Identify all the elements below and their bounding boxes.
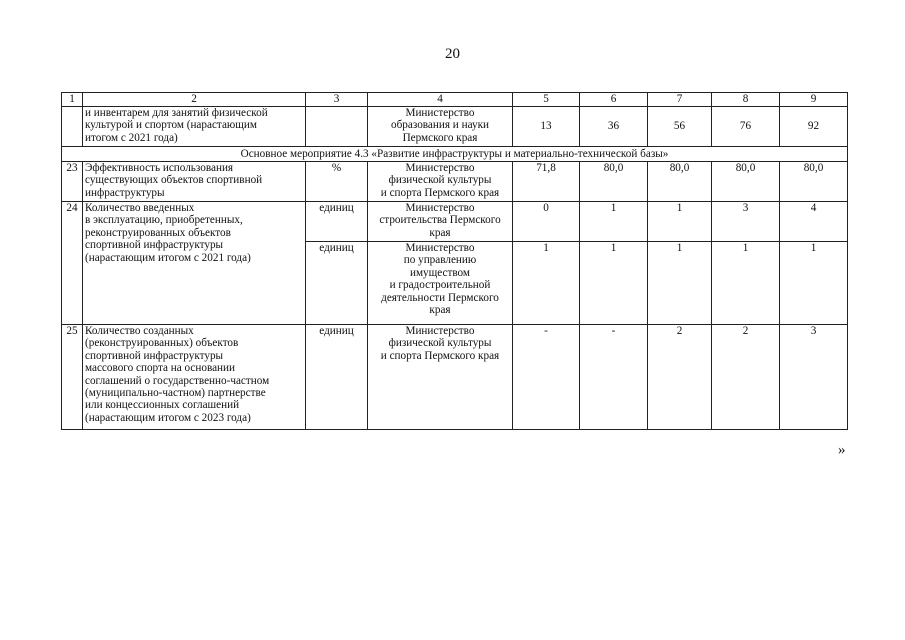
value-cell: 1 (580, 242, 648, 325)
value-cell: 80,0 (712, 162, 780, 202)
responsible-org (368, 202, 513, 242)
text-line: образования и науки (391, 119, 489, 132)
text-line: инфраструктуры (85, 186, 165, 199)
text-line: и градостроительной (389, 279, 491, 292)
value-cell: 36 (580, 107, 648, 147)
text-line: Министерство (405, 325, 475, 337)
text-line: спортивной инфраструктуры (85, 349, 224, 362)
value-cell: 4 (780, 202, 848, 242)
text-line: Количество созданных (85, 325, 194, 337)
text-line: соглашений о государственно-частном (85, 374, 270, 387)
value-cell: 92 (780, 107, 848, 147)
indicator-name (83, 325, 306, 430)
col-header: 7 (648, 93, 712, 107)
text-line: по управлению (403, 254, 477, 267)
unit-cell: единиц (306, 242, 368, 325)
text-line: (нарастающим итогом с 2021 года) (85, 251, 251, 264)
value-cell: 3 (780, 325, 848, 430)
text-line: или концессионных соглашений (85, 399, 240, 412)
table-row (62, 325, 848, 430)
text-line: Министерство (405, 242, 475, 254)
text-line: спортивной инфраструктуры (85, 239, 224, 252)
value-cell: 3 (712, 202, 780, 242)
row-number: 24 (62, 202, 83, 325)
text-line: Эффективность использования (85, 162, 234, 174)
col-header: 3 (306, 93, 368, 107)
table-row (62, 107, 848, 147)
value-cell: 1 (712, 242, 780, 325)
row-number: 23 (62, 162, 83, 202)
section-row (62, 147, 848, 162)
row-number (62, 107, 83, 147)
closing-quote-mark: » (838, 442, 846, 458)
text-line: Министерство (405, 202, 475, 214)
text-line: Количество введенных (85, 202, 195, 214)
text-line: физической культуры (388, 174, 492, 187)
col-header: 8 (712, 93, 780, 107)
text-line: (муниципально-частном) партнерстве (85, 387, 266, 400)
table-row (62, 202, 848, 242)
col-header: 6 (580, 93, 648, 107)
text-line: итогом с 2021 года) (85, 131, 178, 144)
indicator-name (83, 162, 306, 202)
value-cell: - (513, 325, 580, 430)
indicators-table (61, 92, 848, 430)
text-line: (реконструированных) объектов (85, 337, 239, 350)
unit-cell: единиц (306, 202, 368, 242)
text-line: существующих объектов спортивной (85, 174, 263, 187)
text-line: имуществом (409, 266, 471, 279)
responsible-org (368, 242, 513, 325)
text-line: Министерство (405, 107, 475, 119)
row-number: 25 (62, 325, 83, 430)
col-header: 9 (780, 93, 848, 107)
text-line: строительства Пермского (379, 214, 501, 227)
responsible-org (368, 162, 513, 202)
unit-cell: единиц (306, 325, 368, 430)
unit-cell: % (306, 162, 368, 202)
text-line: в эксплуатацию, приобретенных, (85, 214, 243, 227)
value-cell: 80,0 (780, 162, 848, 202)
text-line: физической культуры (388, 337, 492, 350)
col-header: 4 (368, 93, 513, 107)
value-cell: 1 (648, 242, 712, 325)
value-cell: 80,0 (580, 162, 648, 202)
responsible-org (368, 107, 513, 147)
text-line: деятельности Пермского (381, 291, 499, 304)
col-header: 1 (62, 93, 83, 107)
indicator-name (83, 107, 306, 147)
value-cell: 1 (513, 242, 580, 325)
column-number-row (62, 93, 848, 107)
section-title: Основное мероприятие 4.3 «Развитие инфраструктуры и материально-технической базы» (62, 147, 848, 162)
text-line: края (429, 304, 451, 317)
text-line: и спорта Пермского края (380, 186, 500, 199)
text-line: и инвентарем для занятий физической (85, 107, 268, 119)
text-line: реконструированных объектов (85, 226, 231, 239)
unit-cell (306, 107, 368, 147)
text-line: массового спорта на основании (85, 362, 236, 375)
value-cell: 76 (712, 107, 780, 147)
value-cell: 2 (712, 325, 780, 430)
value-cell: 1 (580, 202, 648, 242)
value-cell: 80,0 (648, 162, 712, 202)
responsible-org (368, 325, 513, 430)
value-cell: 1 (648, 202, 712, 242)
value-cell: 71,8 (513, 162, 580, 202)
col-header: 2 (83, 93, 306, 107)
value-cell: 13 (513, 107, 580, 147)
value-cell: 1 (780, 242, 848, 325)
col-header: 5 (513, 93, 580, 107)
text-line: (нарастающим итогом с 2023 года) (85, 411, 251, 424)
value-cell: - (580, 325, 648, 430)
page-number: 20 (445, 46, 460, 62)
text-line: Министерство (405, 162, 475, 174)
value-cell: 56 (648, 107, 712, 147)
text-line: Пермского края (402, 131, 478, 144)
indicator-name (83, 202, 306, 325)
table-row (62, 162, 848, 202)
text-line: и спорта Пермского края (380, 349, 500, 362)
value-cell: 0 (513, 202, 580, 242)
value-cell: 2 (648, 325, 712, 430)
text-line: края (429, 226, 451, 239)
text-line: культурой и спортом (нарастающим (85, 119, 257, 132)
